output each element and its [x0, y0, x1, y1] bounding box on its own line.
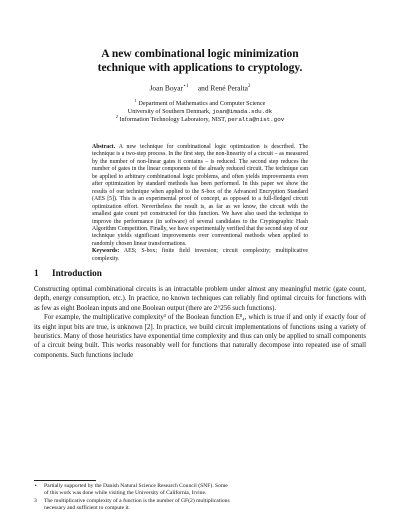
- title-line-1: A new combinational logic minimization: [101, 48, 299, 60]
- author-footnote-mark: 2: [247, 84, 251, 89]
- author-footnote-mark: ⋆1: [182, 84, 189, 89]
- paragraph: For example, the multiplicative complexity³ of the Boolean function E⁸₄, which is true if and only if exactly four of its eight input bits are true, is unknown [2]. In practice, we build circuit implementations of functions using a variety of heuristics. Many of those heuristics have exponential time complexity and thus can only be applied to small components of a circuit being built. This works reasonably well for functions that naturally decompose into repeated use of small components. Such functions include: [34, 314, 366, 359]
- section-number: 1: [34, 268, 39, 278]
- author-list: [60, 83, 340, 92]
- title-line-2: technique with applications to cryptology.: [97, 62, 303, 74]
- keywords-text: AES; S-box; finite field inversion; circuit complexity; multiplicative complexity.: [92, 248, 308, 262]
- affiliation-university: University of Southern Denmark,: [127, 108, 213, 116]
- abstract-label: Abstract.: [92, 144, 116, 150]
- footnote-text: Partially supported by the Danish Natural Science Research Council (SNF). Some: [44, 483, 228, 489]
- body-text: [34, 285, 366, 360]
- footnote-text: The multiplicative complexity of a function is the number of GF(2) multiplications: [44, 498, 230, 504]
- footnote: [34, 483, 366, 497]
- paper-title: [60, 47, 340, 75]
- footnote-text: necessary and sufficient to compute it.: [44, 505, 130, 512]
- paragraph: Constructing optimal combinational circuits is an intractable problem under almost any meaningful metric (gate count, depth, energy consumption, etc.). In practice, no known techniques can reliably find optimal circuits for functions with as few as eight Boolean inputs and one Boolean output (there are 2^256 such functions).: [34, 286, 366, 312]
- author-email[interactable]: joan@imada.sdu.dk: [212, 108, 273, 116]
- abstract: [92, 144, 308, 263]
- footnote: [34, 498, 366, 512]
- abstract-text: A new technique for combinational logic optimization is described. The technique is a two-step process. In the first step, the non-linearity of a circuit – as measured by the number of non-linear gates it contains – is reduced. The second step reduces the number of gates in the linear components of the already reduced circuit. The technique can be applied to arbitrary combinational logic problems, and often yields improvements even after optimization by standard methods has been performed. In this paper we show the results of our technique when applied to the S-box of the Advanced Encryption Standard (AES [5]). This is an experimental proof of concept, as opposed to a full-fledged circuit optimization effort. Nevertheless the result is, as far as we know, the circuit with the smallest gate count yet constructed for this function. We have also used the technique to improve the performance (in software) of several candidates to the Cryptographic Hash Algorithm Competition. Finally, we have experimentally verified that the second step of our technique yields significant improvements over conventional methods when applied to randomly chosen linear transformations.: [92, 144, 309, 247]
- affiliation-institution: Information Technology Laboratory, NIST,: [119, 116, 228, 124]
- affiliation-mark: 1: [134, 98, 137, 103]
- section-heading: [34, 268, 102, 278]
- footnote-rule: [34, 480, 96, 481]
- keywords-label: Keywords:: [92, 248, 120, 255]
- affiliation-department: Department of Mathematics and Computer Science: [138, 100, 266, 108]
- affiliation-2: [60, 113, 340, 124]
- author-separator: and: [197, 83, 209, 93]
- author-email[interactable]: peralta@nist.gov: [227, 116, 285, 124]
- footnote-mark: 3: [34, 498, 37, 504]
- author-name: Joan Boyar: [149, 83, 183, 93]
- footnote-mark: ⋆: [34, 483, 38, 489]
- section-title: Introduction: [52, 268, 102, 278]
- affiliation-mark: 2: [115, 114, 118, 119]
- author-name: René Peralta: [210, 83, 248, 93]
- footnote-text: of this work was done while visiting the University of California, Irvine.: [44, 490, 207, 497]
